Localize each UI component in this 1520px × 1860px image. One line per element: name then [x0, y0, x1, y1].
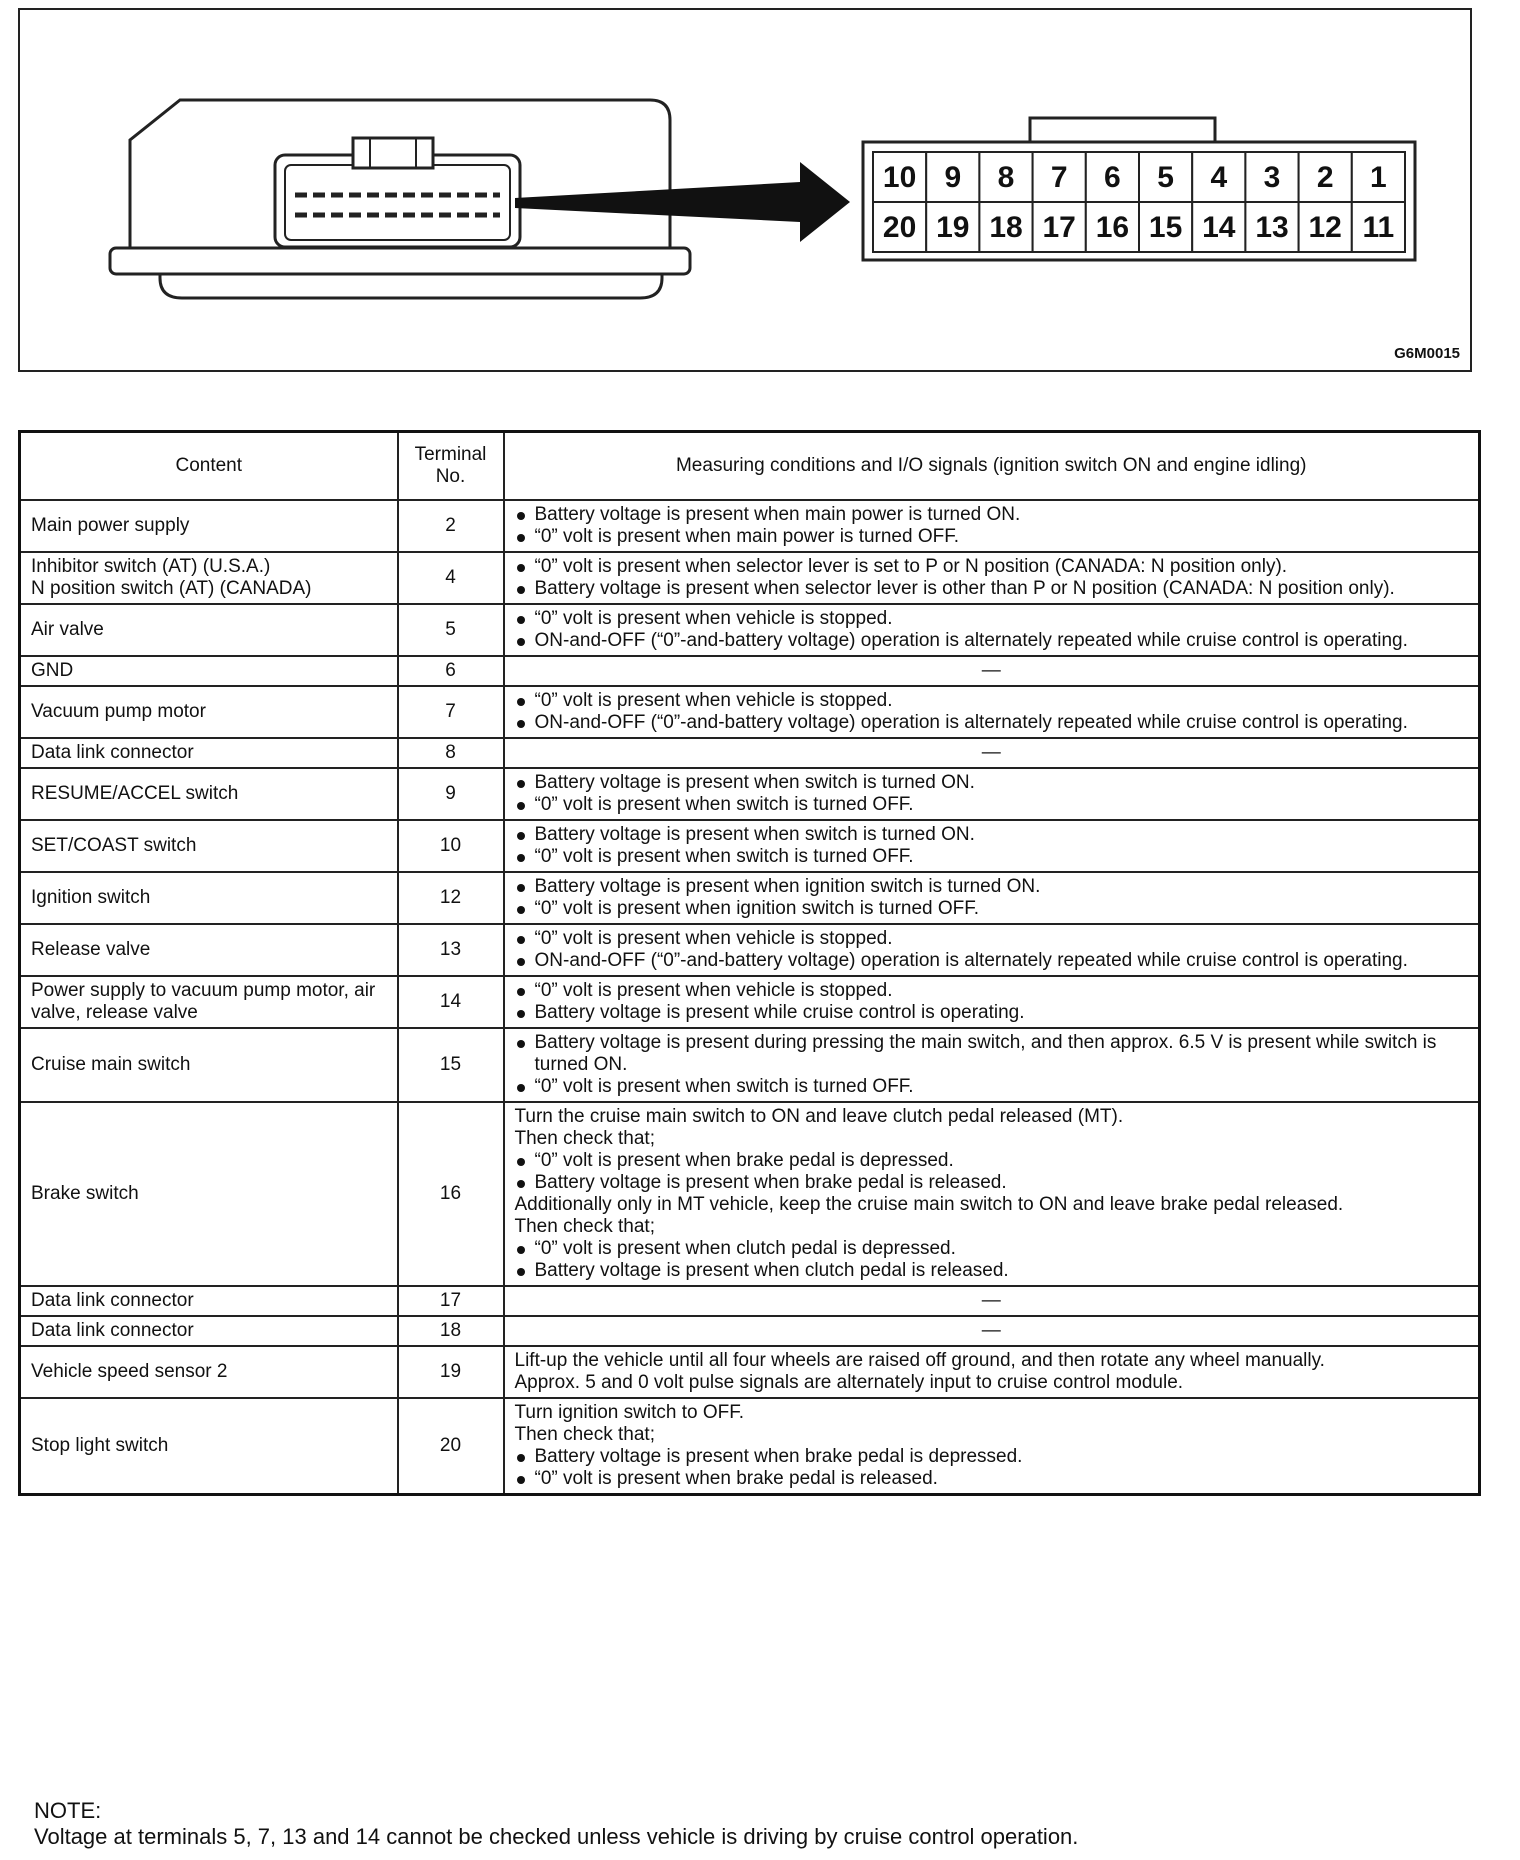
table-row — [20, 1398, 1480, 1495]
row-conditions: — — [504, 738, 1480, 768]
row-conditions — [504, 686, 1480, 738]
terminal-number: 16 — [1095, 211, 1130, 244]
condition-text: Then check that; — [514, 1216, 655, 1237]
row-content: GND — [20, 656, 398, 686]
row-conditions — [504, 1102, 1480, 1286]
bullet-item: Battery voltage is present when ignition switch is turned ON. — [515, 876, 1469, 898]
table-row — [20, 604, 1480, 656]
terminal-number: 20 — [882, 211, 917, 244]
terminal-key — [1030, 118, 1215, 142]
bullet-list — [515, 772, 1469, 816]
bullet-item: Battery voltage is present when clutch pedal is released. — [515, 1260, 1469, 1282]
row-conditions — [504, 924, 1480, 976]
bullet-item: “0” volt is present when vehicle is stopped. — [515, 690, 1469, 712]
terminal-number: 3 — [1263, 161, 1281, 194]
row-terminal: 7 — [398, 686, 504, 738]
table-row — [20, 924, 1480, 976]
row-terminal: 2 — [398, 500, 504, 552]
table-row — [20, 1316, 1480, 1346]
terminal-number: 6 — [1104, 161, 1121, 194]
header-conditions: Measuring conditions and I/O signals (ignition switch ON and engine idling) — [504, 432, 1480, 501]
row-conditions: — — [504, 656, 1480, 686]
terminal-number: 7 — [1050, 161, 1068, 194]
row-conditions: — — [504, 1316, 1480, 1346]
row-conditions — [504, 1346, 1480, 1398]
row-conditions — [504, 976, 1480, 1028]
row-terminal: 8 — [398, 738, 504, 768]
condition-text: Additionally only in MT vehicle, keep the cruise main switch to ON and leave brake pedal released. — [514, 1194, 1344, 1215]
terminal-number: 9 — [944, 161, 962, 194]
terminal-number: 13 — [1255, 211, 1289, 244]
bullet-item: ON-and-OFF (“0”-and-battery voltage) operation is alternately repeated while cruise control is operating. — [515, 950, 1469, 972]
row-content: Main power supply — [20, 500, 398, 552]
terminal-number: 18 — [989, 211, 1023, 244]
bullet-item: “0” volt is present when switch is turned OFF. — [515, 1076, 1469, 1098]
row-conditions — [504, 820, 1480, 872]
note-text: Voltage at terminals 5, 7, 13 and 14 cannot be checked unless vehicle is driving by cruise control operation. — [34, 1824, 1079, 1849]
row-terminal: 15 — [398, 1028, 504, 1102]
table-row — [20, 1286, 1480, 1316]
bullet-item: Battery voltage is present when selector lever is other than P or N position (CANADA: N position only). — [515, 578, 1469, 600]
bullet-item: “0” volt is present when switch is turned OFF. — [515, 794, 1469, 816]
terminal-table — [18, 430, 1481, 1496]
terminal-number: 11 — [1362, 211, 1395, 244]
bullet-item: “0” volt is present when clutch pedal is depressed. — [515, 1238, 1469, 1260]
bullet-item: “0” volt is present when vehicle is stopped. — [515, 928, 1469, 950]
row-content: Vacuum pump motor — [20, 686, 398, 738]
row-terminal: 14 — [398, 976, 504, 1028]
condition-text: Then check that; — [514, 1424, 655, 1445]
bullet-list — [515, 928, 1469, 972]
terminal-number: 17 — [1042, 211, 1076, 244]
bullet-item: “0” volt is present when vehicle is stopped. — [515, 980, 1469, 1002]
bullet-list — [515, 980, 1469, 1024]
bullet-item: ON-and-OFF (“0”-and-battery voltage) operation is alternately repeated while cruise control is operating. — [515, 630, 1469, 652]
row-content: Inhibitor switch (AT) (U.S.A.) N position switch (AT) (CANADA) — [20, 552, 398, 604]
bullet-item: “0” volt is present when ignition switch is turned OFF. — [515, 898, 1469, 920]
row-content: Data link connector — [20, 1316, 398, 1346]
terminal-number: 14 — [1202, 211, 1236, 244]
header-content: Content — [20, 432, 398, 501]
table-row — [20, 820, 1480, 872]
table-row — [20, 738, 1480, 768]
row-terminal: 12 — [398, 872, 504, 924]
row-conditions — [504, 552, 1480, 604]
condition-text: Turn the cruise main switch to ON and leave clutch pedal released (MT). — [514, 1106, 1124, 1127]
bullet-item: “0” volt is present when main power is turned OFF. — [515, 526, 1469, 548]
connector-latch — [353, 138, 433, 168]
row-conditions — [504, 872, 1480, 924]
bullet-item: “0” volt is present when selector lever is set to P or N position (CANADA: N position only). — [515, 556, 1469, 578]
bullet-list — [515, 690, 1469, 734]
bullet-list — [515, 1150, 1469, 1194]
table-body — [20, 500, 1480, 1495]
row-terminal: 9 — [398, 768, 504, 820]
row-terminal: 5 — [398, 604, 504, 656]
terminal-number: 10 — [882, 161, 917, 194]
bullet-item: “0” volt is present when brake pedal is released. — [515, 1468, 1469, 1490]
bullet-item: ON-and-OFF (“0”-and-battery voltage) operation is alternately repeated while cruise control is operating. — [515, 712, 1469, 734]
row-content: Release valve — [20, 924, 398, 976]
terminal-number: 12 — [1308, 211, 1342, 244]
module-connector-drawing — [20, 10, 1470, 370]
row-content: Cruise main switch — [20, 1028, 398, 1102]
terminal-number: 1 — [1370, 161, 1387, 194]
row-content: Air valve — [20, 604, 398, 656]
row-content: Vehicle speed sensor 2 — [20, 1346, 398, 1398]
module-flange — [110, 248, 690, 274]
bullet-list — [515, 556, 1469, 600]
note — [34, 1798, 1474, 1850]
row-terminal: 13 — [398, 924, 504, 976]
row-conditions — [504, 768, 1480, 820]
bullet-list — [515, 504, 1469, 548]
bullet-item: “0” volt is present when vehicle is stopped. — [515, 608, 1469, 630]
bullet-list — [515, 824, 1469, 868]
row-content: Data link connector — [20, 738, 398, 768]
row-content: Data link connector — [20, 1286, 398, 1316]
row-content: RESUME/ACCEL switch — [20, 768, 398, 820]
table-row — [20, 656, 1480, 686]
terminal-number: 8 — [997, 161, 1015, 194]
row-terminal: 16 — [398, 1102, 504, 1286]
terminal-number: 4 — [1210, 161, 1228, 194]
row-terminal: 4 — [398, 552, 504, 604]
table-row — [20, 1102, 1480, 1286]
bullet-item: Battery voltage is present while cruise control is operating. — [515, 1002, 1469, 1024]
connector-figure — [18, 8, 1472, 372]
terminal-number: 2 — [1316, 161, 1334, 194]
bullet-item: Battery voltage is present when main power is turned ON. — [515, 504, 1469, 526]
bullet-item: Battery voltage is present during pressing the main switch, and then approx. 6.5 V is present while switch is turned ON. — [515, 1032, 1469, 1076]
row-content: Ignition switch — [20, 872, 398, 924]
row-conditions — [504, 604, 1480, 656]
terminal-number: 19 — [936, 211, 970, 244]
bullet-item: Battery voltage is present when switch is turned ON. — [515, 772, 1469, 794]
figure-code: G6M0015 — [1394, 345, 1460, 362]
bullet-item: “0” volt is present when brake pedal is depressed. — [515, 1150, 1469, 1172]
note-label: NOTE: — [34, 1798, 102, 1823]
bullet-item: Battery voltage is present when switch is turned ON. — [515, 824, 1469, 846]
table-row — [20, 552, 1480, 604]
row-content: Stop light switch — [20, 1398, 398, 1495]
row-terminal: 20 — [398, 1398, 504, 1495]
row-terminal: 17 — [398, 1286, 504, 1316]
row-content: Power supply to vacuum pump motor, air valve, release valve — [20, 976, 398, 1028]
terminal-number: 5 — [1157, 161, 1174, 194]
row-conditions: — — [504, 1286, 1480, 1316]
condition-text: Turn ignition switch to OFF. — [514, 1402, 744, 1423]
row-terminal: 10 — [398, 820, 504, 872]
table-row — [20, 686, 1480, 738]
row-terminal: 6 — [398, 656, 504, 686]
bullet-item: Battery voltage is present when brake pedal is released. — [515, 1172, 1469, 1194]
row-content: Brake switch — [20, 1102, 398, 1286]
table-row — [20, 1346, 1480, 1398]
bullet-list — [515, 1238, 1469, 1282]
table-row — [20, 768, 1480, 820]
row-terminal: 18 — [398, 1316, 504, 1346]
bullet-item: Battery voltage is present when brake pedal is depressed. — [515, 1446, 1469, 1468]
terminal-grid — [873, 152, 1405, 252]
bullet-list — [515, 876, 1469, 920]
table-row — [20, 872, 1480, 924]
header-terminal: Terminal No. — [398, 432, 504, 501]
table-row — [20, 500, 1480, 552]
row-content: SET/COAST switch — [20, 820, 398, 872]
condition-text: Approx. 5 and 0 volt pulse signals are alternately input to cruise control module. — [514, 1372, 1184, 1393]
condition-text: Then check that; — [514, 1128, 655, 1149]
bullet-item: “0” volt is present when switch is turned OFF. — [515, 846, 1469, 868]
bullet-list — [515, 1446, 1469, 1490]
row-conditions — [504, 1028, 1480, 1102]
row-conditions — [504, 1398, 1480, 1495]
condition-text: Lift-up the vehicle until all four wheels are raised off ground, and then rotate any wheel manually. — [514, 1350, 1325, 1371]
bullet-list — [515, 1032, 1469, 1098]
row-conditions — [504, 500, 1480, 552]
table-row — [20, 976, 1480, 1028]
row-terminal: 19 — [398, 1346, 504, 1398]
table-row — [20, 1028, 1480, 1102]
bullet-list — [515, 608, 1469, 652]
terminal-number: 15 — [1148, 211, 1183, 244]
table-header-row — [20, 432, 1480, 501]
